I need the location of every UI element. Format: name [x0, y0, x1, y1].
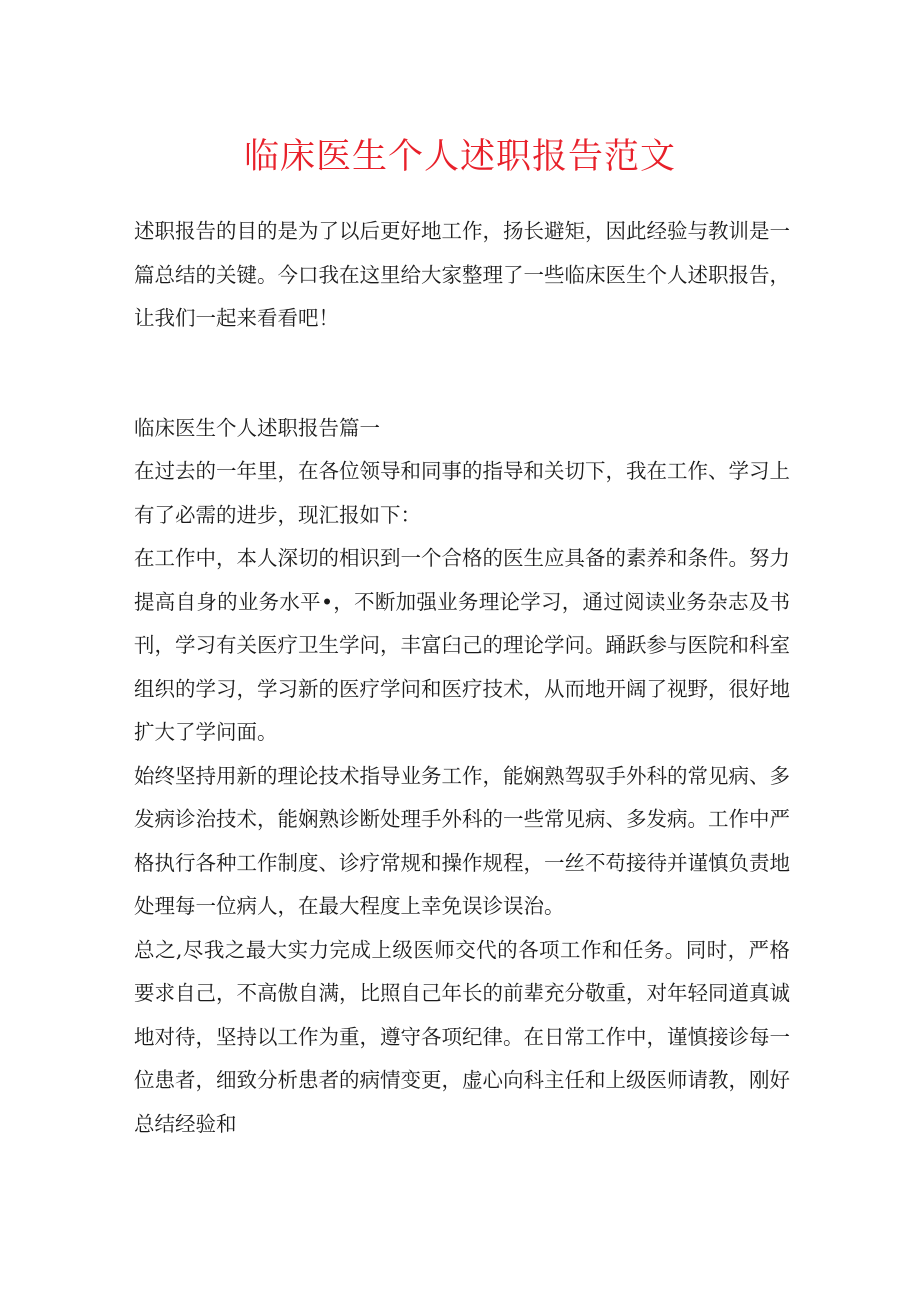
body-paragraph: 在过去的一年里，在各位领导和同事的指导和关切下，我在工作、学习上有了必需的进步，现汇报如下：: [134, 459, 790, 527]
document-title: 临床医生个人述职报告范文: [243, 137, 676, 177]
document-body: [134, 210, 790, 1146]
body-paragraph: 始终坚持用新的理论技术指导业务工作，能娴熟驾驭手外科的常见病、多发病诊治技术，能娴熟诊断处理手外科的一些常见病、多发病。工作中严格执行各种工作制度、诊疗常规和操作规程，一丝不苟接待并谨慎负责地处理每一位病人，在最大程度上幸免误诊误治。: [134, 763, 790, 918]
body-paragraph: 在工作中，本人深切的相识到一个合格的医生应具备的素养和条件。努力提高自身的业务水平•，不断加强业务理论学习，通过阅读业务杂志及书刊，学习有关医疗卫生学问，丰富臼己的理论学问。踊跃参与医院和科室组织的学习，学习新的医疗学问和医疗技术，从而地开阔了视野，很好地扩大了学问面。: [134, 546, 790, 744]
body-paragraph: 总之,尽我之最大实力完成上级医师交代的各项工作和任务。同时，严格要求自己，不高傲自满，比照自己年长的前辈充分敬重，对年轻同道真诚地对待，坚持以工作为重，遵守各项纪律。在日常工作中，谨慎接诊每一位患者，细致分析患者的病情变更，虚心向科主任和上级医师请教，刚好总结经验和: [134, 937, 790, 1136]
intro-paragraph: 述职报告的目的是为了以后更好地工作，扬长避矩，因此经验与教训是一篇总结的关键。今口我在这里给大家整理了一些临床医生个人述职报告，让我们一起来看看吧！: [134, 219, 790, 330]
section-heading: 临床医生个人述职报告篇一: [134, 415, 380, 440]
